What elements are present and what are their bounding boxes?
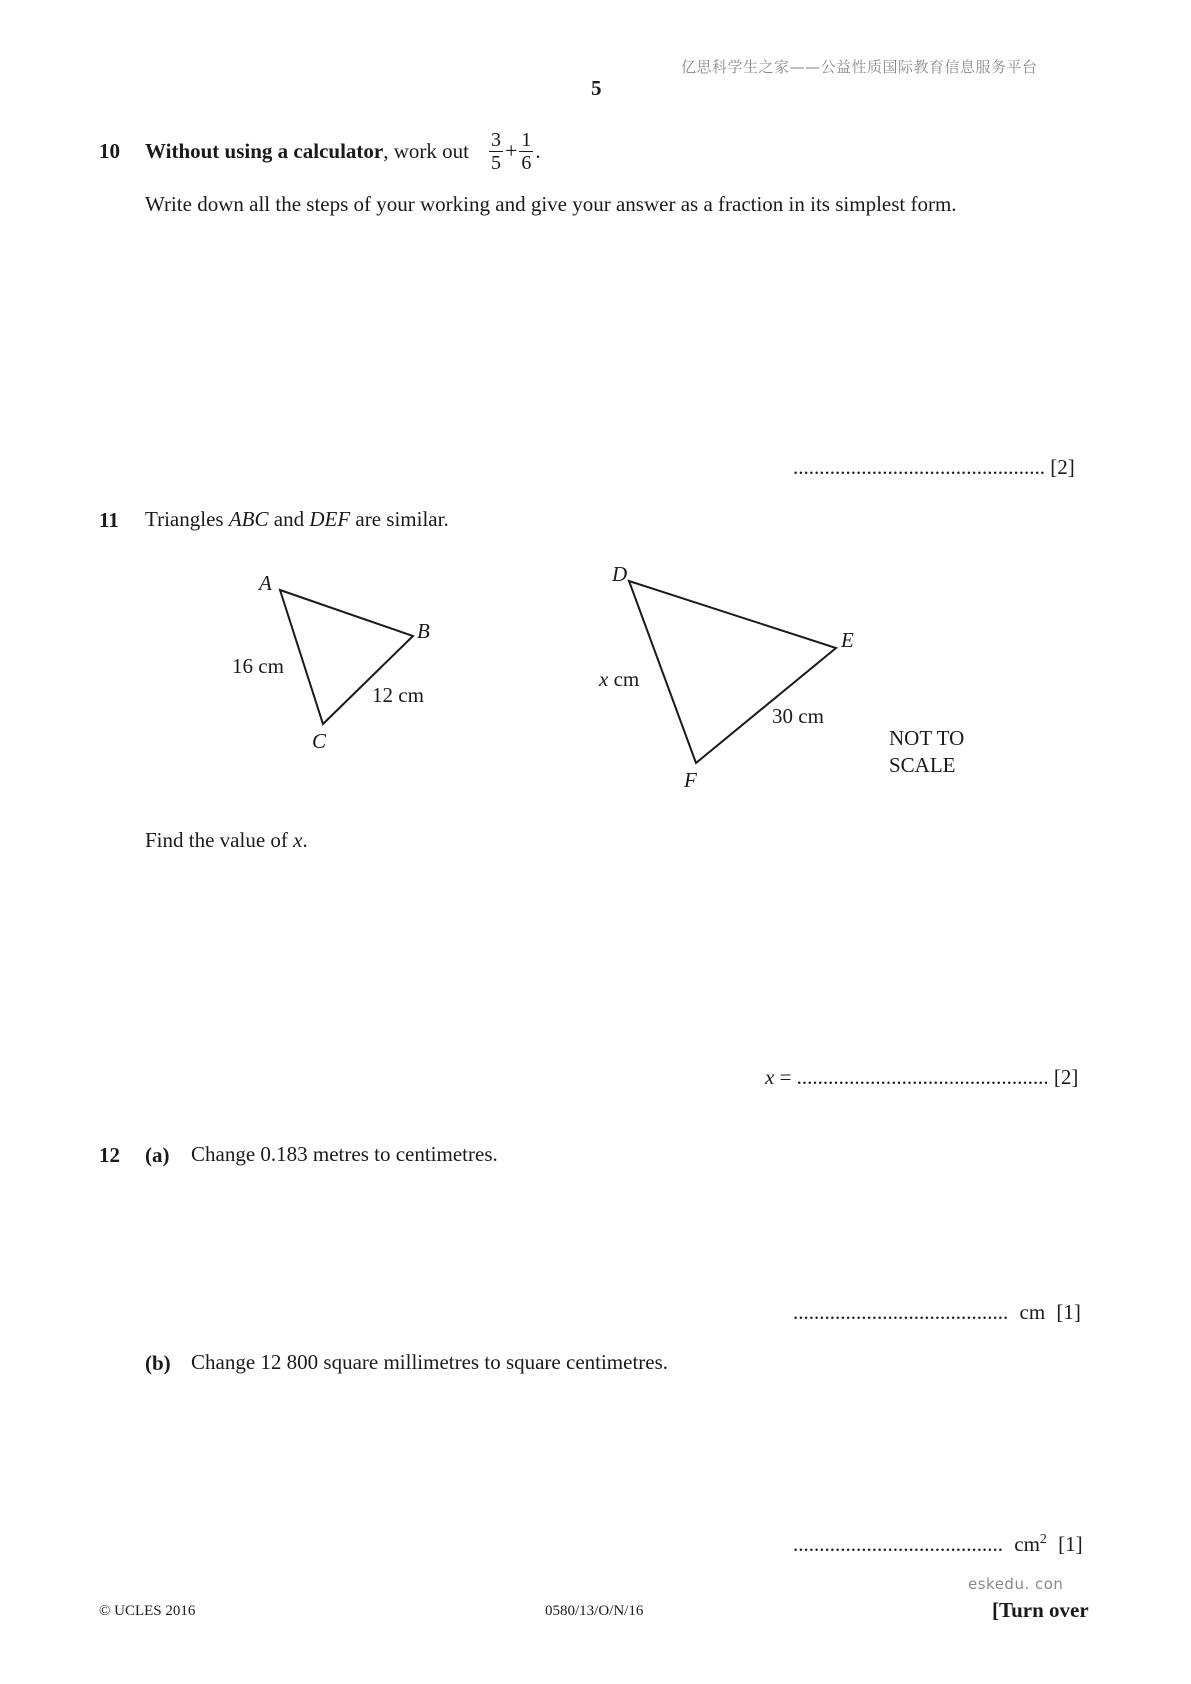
q10-bold-lead: Without using a calculator [145, 138, 384, 163]
q11-find-pre: Find the value of [145, 828, 294, 852]
q11-text-pre: Triangles [145, 507, 229, 531]
vertex-label-f: F [684, 768, 697, 792]
q11-find-post: . [302, 828, 308, 852]
footer-watermark: eskedu. con [968, 1575, 1064, 1593]
question-10-number: 10 [99, 139, 120, 163]
q12b-marks: [1] [1058, 1532, 1083, 1556]
question-12b-label: (b) [145, 1351, 171, 1375]
similar-triangles-diagram [0, 0, 1191, 820]
question-12a-text: Change 0.183 metres to centimetres. [191, 1142, 498, 1166]
vertex-label-b: B [417, 619, 430, 643]
not-to-scale-line-2: SCALE [889, 753, 956, 777]
q11-text-mid: and [268, 507, 310, 531]
question-10-instruction: Write down all the steps of your working and give your answer as a fraction in its simplest form. [145, 192, 957, 216]
side-label-ac: 16 cm [232, 654, 284, 678]
triangle-def [629, 581, 836, 763]
not-to-scale-line-1: NOT TO [889, 726, 965, 750]
q12a-unit: cm [1019, 1300, 1046, 1324]
question-11-number: 11 [99, 508, 119, 532]
question-11-answer-line[interactable] [765, 1065, 1078, 1090]
q10-frac1-denominator: 5 [490, 151, 501, 174]
q10-marks: [2] [1050, 455, 1075, 479]
header-watermark: 亿思科学生之家——公益性质国际教育信息服务平台 [681, 58, 1038, 76]
vertex-label-e: E [841, 628, 854, 652]
q11-find-var: x [293, 828, 303, 852]
question-12a-label: (a) [145, 1143, 170, 1167]
q11-answer-dots[interactable]: ................................................ [796, 1065, 1049, 1089]
vertex-label-a: A [259, 571, 272, 595]
side-df-unit: cm [608, 667, 640, 691]
q11-answer-eq: = [774, 1065, 797, 1089]
side-label-ef: 30 cm [772, 704, 824, 728]
question-12b-text: Change 12 800 square millimetres to square centimetres. [191, 1350, 669, 1374]
q10-frac2-numerator: 1 [521, 128, 532, 151]
q10-frac2-denominator: 6 [521, 151, 532, 174]
footer-turn-over: [Turn over [992, 1598, 1089, 1622]
footer-copyright: © UCLES 2016 [99, 1603, 196, 1619]
q10-operator: + [504, 138, 518, 163]
q10-answer-dots[interactable]: ................................................ [793, 455, 1045, 479]
q10-frac1-numerator: 3 [490, 128, 501, 151]
footer-paper-code: 0580/13/O/N/16 [545, 1603, 644, 1619]
page-number: 5 [591, 76, 602, 100]
vertex-label-c: C [312, 729, 327, 753]
q10-lead-rest: , work out [383, 138, 469, 163]
q12b-answer-dots[interactable]: ........................................ [793, 1532, 1003, 1556]
q12a-marks: [1] [1056, 1300, 1081, 1324]
q12a-answer-dots[interactable]: ......................................... [793, 1300, 1009, 1324]
q11-triangle-abc: ABC [228, 507, 269, 531]
q12b-unit-superscript: 2 [1039, 1532, 1047, 1547]
side-label-bc: 12 cm [372, 683, 424, 707]
q12b-unit-text: cm [1014, 1532, 1040, 1556]
q11-answer-var: x [765, 1065, 775, 1089]
vertex-label-d: D [612, 562, 628, 586]
q10-period: . [535, 138, 541, 163]
question-12b-answer-line[interactable] [793, 1532, 1083, 1557]
question-12-number: 12 [99, 1143, 120, 1167]
q12b-unit [1014, 1532, 1047, 1556]
side-df-variable: x [599, 667, 609, 691]
side-label-df [598, 667, 639, 691]
q11-text-post: are similar. [350, 507, 449, 531]
question-11-find [145, 828, 308, 853]
question-12a-answer-line[interactable] [793, 1300, 1081, 1325]
q11-marks: [2] [1053, 1065, 1079, 1089]
q11-triangle-def: DEF [309, 507, 351, 531]
